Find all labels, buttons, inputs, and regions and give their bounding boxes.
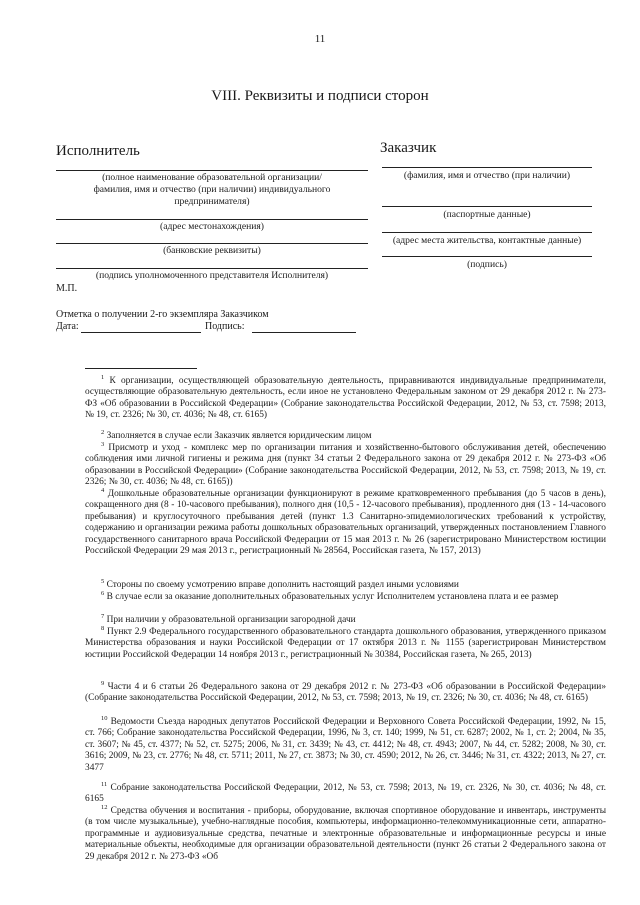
customer-signature-line: [382, 256, 592, 257]
footnote-3: $^3$ Присмотр и уход - комплекс мер по организации питания и хозяйственно-бытового обслуживания детей, обеспечению соблюдения ими личной гигиены и режима дня (пункт 34 статьи 2 Федерального закона от 29 декабря 2012 г. № 273-ФЗ «Об образовании в Российской Федерации» (Собрание законодательства Российской Федерации, 2012, № 53, ст. 7598; 2013, № 19, ст. 2326; № 30, ст. 4036; № 48, ст. 6165)): [85, 440, 607, 488]
customer-passport-caption: (паспортные данные): [443, 209, 531, 220]
footnote-9: $^9$ Части 4 и 6 статьи 26 Федерального закона от 29 декабря 2012 г. № 273-ФЗ «Об образовании в Российской Федерации» (Собрание законодательства Российской Федерации, 2012, № 53, ст. 7598; 2013, № 19, ст. 2326; № 30, ст. 4036; № 48, ст. 6165): [85, 679, 607, 704]
customer-address-caption: (адрес места жительства, контактные данные): [392, 235, 582, 246]
footnote-6: $^6$ В случае если за оказание дополнительных образовательных услуг Исполнителем установлена плата и ее размер: [101, 589, 559, 602]
footnote-2: $^2$ Заполняется в случае если Заказчик является юридическим лицом: [101, 428, 372, 441]
executor-name-caption-3: предпринимателя): [174, 196, 250, 207]
footnote-1: $^1$ К организации, осуществляющей образовательную деятельность, приравниваются индивидуальные предприниматели, осуществляющие образовательную деятельность, если иное не установлено Федеральным законом от 29 декабря 2012 г. № 273-ФЗ «Об образовании в Российской Федерации» (Собрание законодательства Российской Федерации, 2012, № 53, ст. 7598; 2013, № 19, ст. 2326; № 30, ст. 4036; № 48, ст. 6165): [85, 373, 606, 421]
customer-name-caption: (фамилия, имя и отчество (при наличии): [403, 170, 571, 181]
page-number: 11: [314, 33, 326, 45]
customer-name-line: [382, 167, 592, 168]
customer-passport-line: [382, 206, 592, 207]
footnote-separator: [85, 368, 197, 369]
footnote-5: $^5$ Стороны по своему усмотрению вправе дополнить настоящий раздел иными условиями: [101, 577, 459, 590]
executor-signature-caption: (подпись уполномоченного представителя Исполнителя): [95, 270, 329, 281]
executor-bank-caption: (банковские реквизиты): [163, 245, 261, 256]
receipt-signature-label: Подпись:: [205, 321, 245, 332]
footnote-12: $^{12}$ Средства обучения и воспитания - приборы, оборудование, включая спортивное оборудование и инвентарь, инструменты (в том числе музыкальные), учебно-наглядные пособия, компьютеры, информационно-телекоммуникационные сети, аппаратно-программные и аудиовизуальные средства, печатные и электронные образовательные и информационные ресурсы и иные материальные объекты, необходимые для организации образовательной деятельности (пункт 26 статьи 2 Федерального закона от 29 декабря 2012 г. № 273-ФЗ «Об: [85, 803, 606, 862]
footnote-11: $^{11}$ Собрание законодательства Российской Федерации, 2012, № 53, ст. 7598; 2013, № 19, ст. 2326, № 30, ст. 4036; № 48, ст. 6165: [85, 780, 606, 805]
executor-bank-line: [56, 243, 368, 244]
executor-heading: Исполнитель: [56, 143, 140, 159]
customer-signature-caption: (подпись): [467, 259, 507, 270]
stamp-label: М.П.: [56, 283, 78, 294]
footnote-7: $^7$ При наличии у образовательной организации загородной дачи: [101, 612, 356, 625]
footnote-8: $^8$ Пункт 2.9 Федерального государственного образовательного стандарта дошкольного образования, утвержденного приказом Министерства образования и науки Российской Федерации от 17 октября 2013 г. № 1155 (зарегистрирован Министерством юстиции Российской Федерации 14 ноября 2013 г., регистрационный № 30384, Российская газета, № 265, 2013): [85, 624, 607, 660]
executor-name-caption-1: (полное наименование образовательной организации/: [102, 172, 322, 183]
receipt-date-label: Дата:: [56, 321, 79, 332]
executor-name-caption-2: фамилия, имя и отчество (при наличии) индивидуального: [93, 184, 331, 195]
receipt-date-line: [81, 332, 201, 333]
footnote-10: $^{10}$ Ведомости Съезда народных депутатов Российской Федерации и Верховного Совета Российской Федерации, 1992, № 15, ст. 766; Собрание законодательства Российской Федерации, 1996, № 3, ст. 140; 1999, № 51, ст. 6287; 2002, № 1, ст. 2; 2004, № 35, ст. 3607; № 45, ст. 4377; № 52, ст. 5275; 2006, № 31, ст. 3439; № 43, ст. 4412; № 48, ст. 4943; 2007, № 44, ст. 5282; 2008, № 30, ст. 3616; 2009, № 23, ст. 2776; № 48, ст. 5711; 2011, № 27, ст. 3873; № 30, ст. 4590; 2012, № 26, ст. 3446; № 31, ст. 4322; 2013, № 27, ст. 3477: [85, 714, 606, 773]
executor-name-line: [56, 170, 368, 171]
customer-heading: Заказчик: [380, 140, 437, 156]
receipt-note: Отметка о получении 2-го экземпляра Заказчиком: [56, 309, 269, 320]
receipt-signature-line: [252, 332, 356, 333]
executor-signature-line: [56, 268, 368, 269]
customer-address-line: [382, 232, 592, 233]
section-title: VIII. Реквизиты и подписи сторон: [211, 88, 429, 104]
executor-address-caption: (адрес местонахождения): [160, 221, 264, 232]
footnote-4: $^4$ Дошкольные образовательные организации функционируют в режиме кратковременного пребывания (до 5 часов в день), сокращенного дня (8 - 10-часового пребывания), полного дня (10,5 - 12-часового пребывания), продленного дня (13 - 14-часового пребывания) и круглосуточного пребывания детей (пункт 1.3 Санитарно-эпидемиологических требований к устройству, содержанию и организации режима работы дошкольных образовательных организаций, утвержденных постановлением Главного государственного санитарного врача Российской Федерации от 15 мая 2013 г. № 26 (зарегистрировано Министерством юстиции Российской Федерации 29 мая 2013 г., регистрационный № 28564, Российская газета, № 157, 2013): [85, 486, 606, 557]
executor-address-line: [56, 219, 368, 220]
